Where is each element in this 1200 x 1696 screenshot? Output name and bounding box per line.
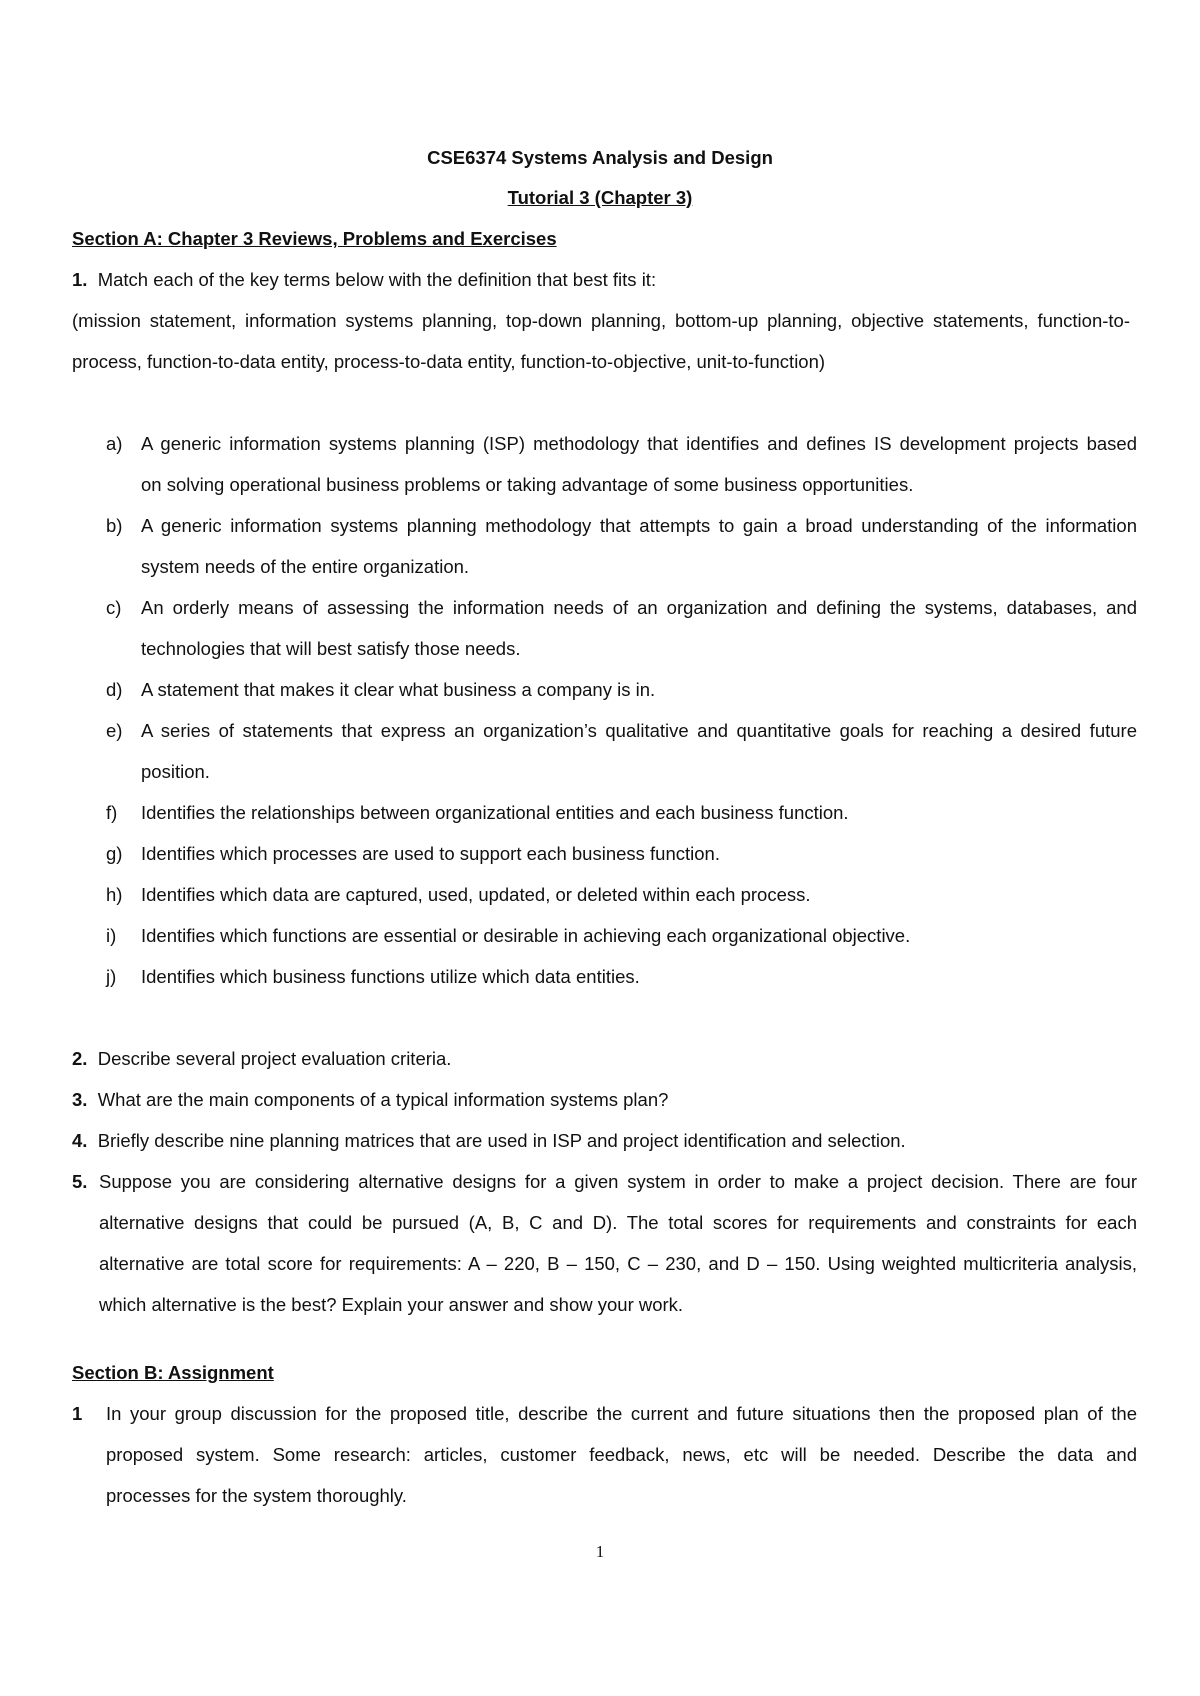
item-label: a)	[106, 433, 123, 454]
section-b-heading: Section B: Assignment	[72, 1362, 274, 1383]
item-text-line-1: An orderly means of assessing the information needs of an organization and defining the systems, databases, and	[141, 597, 1137, 618]
item-label: g)	[106, 843, 123, 864]
item-label: d)	[106, 679, 123, 700]
question-text-line-2: proposed system. Some research: articles, customer feedback, news, etc will be needed. Describe the data and	[106, 1444, 1137, 1465]
course-title: CSE6374 Systems Analysis and Design	[427, 147, 773, 168]
page-number: 1	[595, 1542, 605, 1561]
question-text: Briefly describe nine planning matrices that are used in ISP and project identification and selection.	[97, 1130, 906, 1151]
item-label: j)	[106, 966, 117, 987]
item-label: h)	[106, 884, 123, 905]
question-text-line-4: which alternative is the best? Explain your answer and show your work.	[99, 1294, 684, 1315]
question-number: 1	[72, 1403, 83, 1424]
item-text-line-2: technologies that will best satisfy those needs.	[141, 638, 521, 659]
item-text-line-1: Identifies which processes are used to support each business function.	[141, 843, 720, 864]
question-number: 5.	[72, 1171, 88, 1192]
item-text-line-2: on solving operational business problems or taking advantage of some business opportunities.	[141, 474, 914, 495]
item-text-line-1: A series of statements that express an organization’s qualitative and quantitative goals for reaching a desired future	[141, 720, 1137, 741]
question-text: What are the main components of a typical information systems plan?	[97, 1089, 669, 1110]
item-label: b)	[106, 515, 123, 536]
item-label: e)	[106, 720, 123, 741]
item-text-line-2: position.	[141, 761, 210, 782]
question-text-line-1: Suppose you are considering alternative designs for a given system in order to make a project decision. There are four	[99, 1171, 1137, 1192]
question-number: 4.	[72, 1130, 88, 1151]
key-terms-line-2: process, function-to-data entity, process-to-data entity, function-to-objective, unit-to-function)	[72, 351, 826, 372]
item-label: c)	[106, 597, 122, 618]
question-text: Match each of the key terms below with the definition that best fits it:	[97, 269, 657, 290]
question-text-line-3: alternative are total score for requirements: A – 220, B – 150, C – 230, and D – 150. Using weighted multicriteria analysis,	[99, 1253, 1137, 1274]
item-label: f)	[106, 802, 118, 823]
question-number: 2.	[72, 1048, 88, 1069]
item-text-line-1: A generic information systems planning methodology that attempts to gain a broad understanding of the information	[141, 515, 1137, 536]
section-a-heading: Section A: Chapter 3 Reviews, Problems and Exercises	[72, 228, 557, 249]
item-text-line-1: A generic information systems planning (ISP) methodology that identifies and defines IS development projects based	[141, 433, 1137, 454]
question-text-line-2: alternative designs that could be pursued (A, B, C and D). The total scores for requirements and constraints for each	[99, 1212, 1137, 1233]
tutorial-title	[0, 186, 1200, 210]
question-1	[72, 268, 656, 292]
question-2	[72, 1047, 451, 1071]
tutorial-title-text: Tutorial 3 (Chapter 3)	[507, 187, 693, 208]
item-text-line-1: A statement that makes it clear what business a company is in.	[141, 679, 656, 700]
question-text: Describe several project evaluation criteria.	[97, 1048, 452, 1069]
item-label: i)	[106, 925, 117, 946]
item-text-line-1: Identifies which functions are essential or desirable in achieving each organizational objective.	[141, 925, 911, 946]
item-text-line-1: Identifies which data are captured, used, updated, or deleted within each process.	[141, 884, 811, 905]
question-number: 3.	[72, 1089, 88, 1110]
question-text-line-3: processes for the system thoroughly.	[106, 1485, 407, 1506]
question-3	[72, 1088, 668, 1112]
question-text-line-1: In your group discussion for the proposed title, describe the current and future situations then the proposed plan of the	[106, 1403, 1137, 1424]
key-terms-line-1: (mission statement, information systems planning, top-down planning, bottom-up planning, objective statements, function-to-	[72, 310, 1130, 331]
item-text-line-2: system needs of the entire organization.	[141, 556, 470, 577]
question-number: 1.	[72, 269, 88, 290]
item-text-line-1: Identifies which business functions utilize which data entities.	[141, 966, 640, 987]
item-text-line-1: Identifies the relationships between organizational entities and each business function.	[141, 802, 849, 823]
question-4	[72, 1129, 906, 1153]
